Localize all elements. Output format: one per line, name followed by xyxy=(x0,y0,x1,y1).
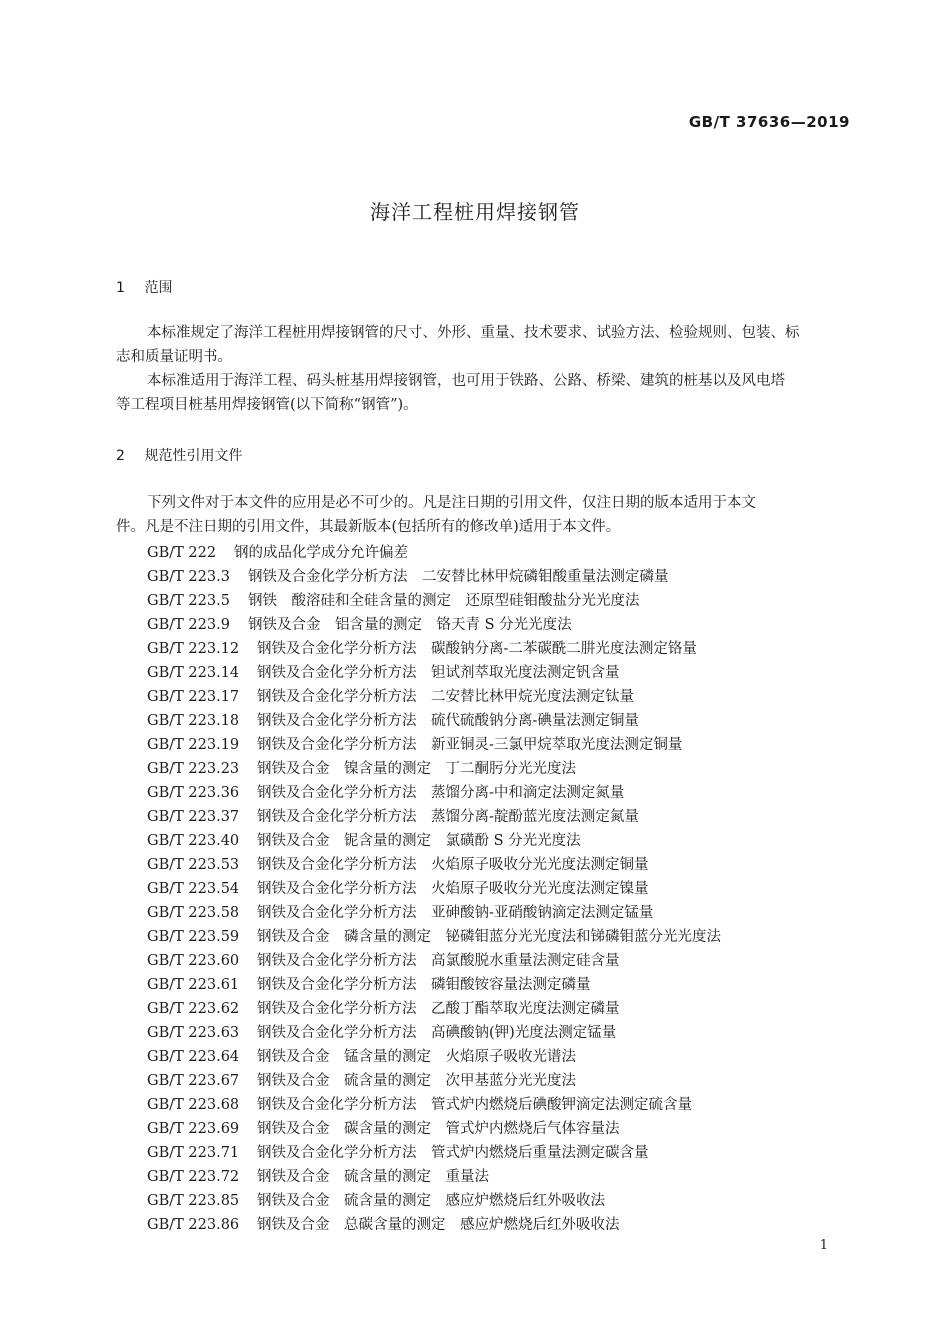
reference-item xyxy=(147,1021,617,1045)
reference-title: 钢铁及合金 硫含量的测定 重量法 xyxy=(257,1169,489,1185)
reference-item xyxy=(147,637,697,661)
section-title: 范围 xyxy=(144,280,173,296)
reference-item xyxy=(147,1093,692,1117)
reference-title: 钢铁及合金化学分析方法 乙酸丁酯萃取光度法测定磷量 xyxy=(257,1001,620,1017)
reference-title: 钢铁及合金化学分析方法 高碘酸钠(钾)光度法测定锰量 xyxy=(257,1025,617,1041)
paragraph-line: 本标准适用于海洋工程、码头桩基用焊接钢管，也可用于铁路、公路、桥梁、建筑的桩基以及风电塔 xyxy=(147,373,785,389)
reference-item xyxy=(147,805,639,829)
reference-item xyxy=(147,901,654,925)
reference-item xyxy=(147,613,572,637)
reference-item xyxy=(147,565,669,589)
reference-title: 钢铁及合金 镍含量的测定 丁二酮肟分光光度法 xyxy=(257,761,576,777)
reference-item xyxy=(147,877,649,901)
section-title: 规范性引用文件 xyxy=(144,448,243,464)
reference-code: GB/T 223.59 xyxy=(147,929,240,945)
reference-item xyxy=(147,829,581,853)
reference-code: GB/T 222 xyxy=(147,545,217,561)
reference-title: 钢铁及合金 铌含量的测定 氯磺酚 S 分光光度法 xyxy=(257,833,581,849)
reference-code: GB/T 223.58 xyxy=(147,905,240,921)
scope-paragraph-2 xyxy=(116,369,850,417)
paragraph-line: 下列文件对于本文件的应用是必不可少的。凡是注日期的引用文件，仅注日期的版本适用于本文 xyxy=(147,495,756,511)
reference-item xyxy=(147,1045,576,1069)
reference-item xyxy=(147,925,721,949)
reference-title: 钢铁及合金化学分析方法 二安替比林甲烷磷钼酸重量法测定磷量 xyxy=(248,569,669,585)
reference-code: GB/T 223.69 xyxy=(147,1121,240,1137)
document-title: 海洋工程桩用焊接钢管 xyxy=(370,200,580,224)
section-heading-scope xyxy=(116,277,172,297)
reference-item xyxy=(147,1141,649,1165)
reference-code: GB/T 223.5 xyxy=(147,593,230,609)
reference-title: 钢铁及合金化学分析方法 管式炉内燃烧后碘酸钾滴定法测定硫含量 xyxy=(257,1097,692,1113)
reference-item xyxy=(147,709,639,733)
reference-title: 钢铁及合金化学分析方法 磷钼酸铵容量法测定磷量 xyxy=(257,977,591,993)
reference-title: 钢铁及合金 磷含量的测定 铋磷钼蓝分光光度法和锑磷钼蓝分光光度法 xyxy=(257,929,721,945)
reference-item xyxy=(147,1213,620,1237)
reference-code: GB/T 223.14 xyxy=(147,665,240,681)
scope-paragraph-1 xyxy=(116,321,850,369)
reference-title: 钢铁及合金化学分析方法 硫代硫酸钠分离-碘量法测定铜量 xyxy=(257,713,639,729)
reference-code: GB/T 223.62 xyxy=(147,1001,240,1017)
reference-code: GB/T 223.68 xyxy=(147,1097,240,1113)
reference-code: GB/T 223.72 xyxy=(147,1169,240,1185)
page-number: 1 xyxy=(819,1238,828,1253)
reference-item xyxy=(147,589,640,613)
reference-item xyxy=(147,853,649,877)
reference-title: 钢铁及合金化学分析方法 二安替比林甲烷光度法测定钛量 xyxy=(257,689,634,705)
reference-code: GB/T 223.85 xyxy=(147,1193,240,1209)
reference-code: GB/T 223.23 xyxy=(147,761,240,777)
reference-title: 钢铁及合金 硫含量的测定 感应炉燃烧后红外吸收法 xyxy=(257,1193,605,1209)
paragraph-line: 志和质量证明书。 xyxy=(116,349,232,365)
reference-item xyxy=(147,949,620,973)
reference-item xyxy=(147,997,620,1021)
reference-code: GB/T 223.64 xyxy=(147,1049,240,1065)
reference-code: GB/T 223.86 xyxy=(147,1217,240,1233)
reference-code: GB/T 223.53 xyxy=(147,857,240,873)
paragraph-line: 件。凡是不注日期的引用文件，其最新版本(包括所有的修改单)适用于本文件。 xyxy=(116,519,621,535)
reference-code: GB/T 223.67 xyxy=(147,1073,240,1089)
reference-item xyxy=(147,973,591,997)
reference-item xyxy=(147,661,620,685)
reference-code: GB/T 223.3 xyxy=(147,569,230,585)
reference-title: 钢铁及合金化学分析方法 新亚铜灵-三氯甲烷萃取光度法测定铜量 xyxy=(257,737,683,753)
reference-code: GB/T 223.61 xyxy=(147,977,240,993)
paragraph-line: 本标准规定了海洋工程桩用焊接钢管的尺寸、外形、重量、技术要求、试验方法、检验规则、包装、标 xyxy=(147,325,800,341)
reference-item xyxy=(147,733,683,757)
reference-title: 钢铁及合金 锰含量的测定 火焰原子吸收光谱法 xyxy=(257,1049,576,1065)
reference-code: GB/T 223.9 xyxy=(147,617,230,633)
reference-item xyxy=(147,1069,576,1093)
reference-title: 钢铁及合金化学分析方法 火焰原子吸收分光光度法测定铜量 xyxy=(257,857,649,873)
reference-title: 钢铁及合金化学分析方法 高氯酸脱水重量法测定硅含量 xyxy=(257,953,620,969)
reference-item xyxy=(147,1165,489,1189)
reference-code: GB/T 223.18 xyxy=(147,713,240,729)
reference-code: GB/T 223.63 xyxy=(147,1025,240,1041)
reference-item xyxy=(147,541,408,565)
reference-item xyxy=(147,685,634,709)
reference-title: 钢铁及合金 碳含量的测定 管式炉内燃烧后气体容量法 xyxy=(257,1121,620,1137)
section-number: 1 xyxy=(116,280,125,296)
reference-code: GB/T 223.40 xyxy=(147,833,240,849)
reference-item xyxy=(147,1189,605,1213)
reference-title: 钢铁及合金化学分析方法 碳酸钠分离-二苯碳酰二肼光度法测定铬量 xyxy=(257,641,697,657)
reference-title: 钢铁及合金 铝含量的测定 铬天青 S 分光光度法 xyxy=(248,617,572,633)
section-number: 2 xyxy=(116,448,125,464)
reference-title: 钢铁及合金化学分析方法 蒸馏分离-中和滴定法测定氮量 xyxy=(257,785,625,801)
standard-number: GB/T 37636—2019 xyxy=(688,113,850,131)
reference-code: GB/T 223.54 xyxy=(147,881,240,897)
reference-title: 钢铁及合金化学分析方法 管式炉内燃烧后重量法测定碳含量 xyxy=(257,1145,649,1161)
reference-title: 钢铁及合金 总碳含量的测定 感应炉燃烧后红外吸收法 xyxy=(257,1217,620,1233)
section-heading-normative-references xyxy=(116,445,242,465)
reference-code: GB/T 223.60 xyxy=(147,953,240,969)
normative-intro xyxy=(116,491,850,539)
reference-item xyxy=(147,781,625,805)
reference-title: 钢铁及合金 硫含量的测定 次甲基蓝分光光度法 xyxy=(257,1073,576,1089)
reference-code: GB/T 223.36 xyxy=(147,785,240,801)
reference-code: GB/T 223.19 xyxy=(147,737,240,753)
paragraph-line: 等工程项目桩基用焊接钢管(以下简称“钢管”)。 xyxy=(116,397,418,413)
reference-item xyxy=(147,757,576,781)
reference-code: GB/T 223.71 xyxy=(147,1145,240,1161)
reference-item xyxy=(147,1117,620,1141)
reference-code: GB/T 223.37 xyxy=(147,809,240,825)
reference-title: 钢铁 酸溶硅和全硅含量的测定 还原型硅钼酸盐分光光度法 xyxy=(248,593,640,609)
reference-list xyxy=(147,541,721,1237)
reference-code: GB/T 223.17 xyxy=(147,689,240,705)
reference-title: 钢铁及合金化学分析方法 亚砷酸钠-亚硝酸钠滴定法测定锰量 xyxy=(257,905,654,921)
reference-code: GB/T 223.12 xyxy=(147,641,240,657)
reference-title: 钢铁及合金化学分析方法 蒸馏分离-靛酚蓝光度法测定氮量 xyxy=(257,809,639,825)
reference-title: 钢铁及合金化学分析方法 火焰原子吸收分光光度法测定镍量 xyxy=(257,881,649,897)
reference-title: 钢的成品化学成分允许偏差 xyxy=(234,545,408,561)
reference-title: 钢铁及合金化学分析方法 钽试剂萃取光度法测定钒含量 xyxy=(257,665,620,681)
